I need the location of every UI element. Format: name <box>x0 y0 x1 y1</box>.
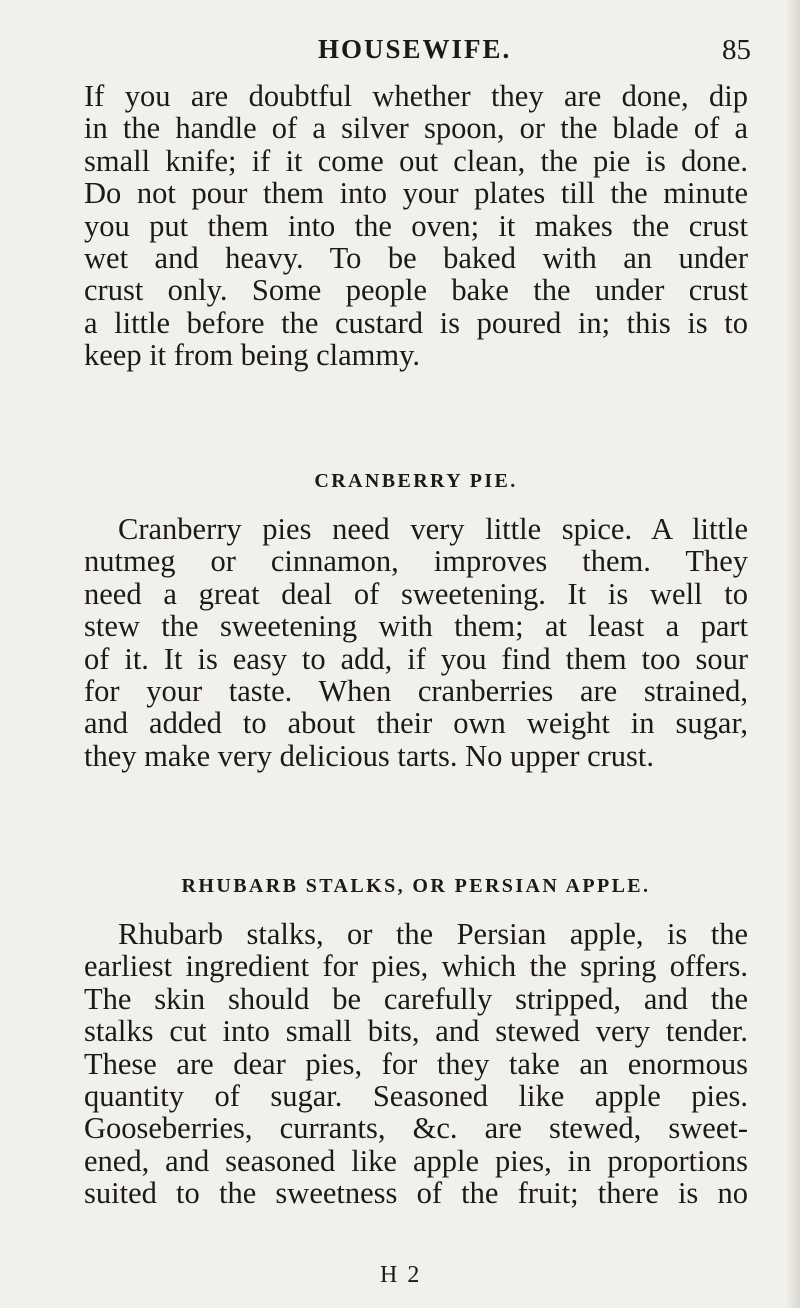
paragraph-pie-doneness <box>84 80 748 372</box>
rhubarb-heading-block <box>84 875 748 898</box>
text-line: Gooseberries, currants, &c. are stewed, sweet- <box>84 1111 748 1146</box>
text-line: earliest ingredient for pies, which the spring offers. <box>84 949 748 984</box>
text-line: keep it from being clammy. <box>84 338 420 373</box>
text-line: small knife; if it come out clean, the pie is done. <box>84 143 748 178</box>
running-title: HOUSEWIFE. <box>318 34 512 64</box>
text-line: ened, and seasoned like apple pies, in proportions <box>84 1143 748 1178</box>
cranberry-pie-heading-block <box>84 470 748 493</box>
text-line: Cranberry pies need very little spice. A little <box>118 512 748 546</box>
text-line: stalks cut into small bits, and stewed very tender. <box>84 1014 748 1049</box>
page-number: 85 <box>722 34 751 66</box>
text-line: a little before the custard is poured in; this is to <box>84 305 748 340</box>
text-line: crust only. Some people bake the under crust <box>84 273 748 308</box>
text-line: they make very delicious tarts. No upper crust. <box>84 738 655 773</box>
text-line: quantity of sugar. Seasoned like apple pies. <box>84 1079 748 1114</box>
paragraph-cranberry-pie <box>84 513 748 772</box>
text-line: you put them into the oven; it makes the crust <box>84 208 748 243</box>
text-line: suited to the sweetness of the fruit; there is no <box>84 1176 748 1211</box>
signature-mark: H 2 <box>380 1262 422 1288</box>
paragraph-rhubarb <box>84 918 748 1210</box>
text-line: Do not pour them into your plates till the minute <box>84 176 748 211</box>
text-line: wet and heavy. To be baked with an under <box>84 241 748 276</box>
running-head <box>0 26 800 66</box>
text-line: These are dear pies, for they take an enormous <box>84 1046 748 1081</box>
text-line: stew the sweetening with them; at least a part <box>84 609 748 644</box>
section-heading-cranberry-pie: CRANBERRY PIE. <box>314 470 518 492</box>
text-line: for your taste. When cranberries are strained, <box>84 674 748 709</box>
text-line: nutmeg or cinnamon, improves them. They <box>84 544 748 579</box>
text-line: If you are doubtful whether they are done, dip <box>84 79 748 113</box>
page-edge-shadow <box>786 0 800 1308</box>
text-line: and added to about their own weight in sugar, <box>84 706 748 741</box>
section-heading-rhubarb: RHUBARB STALKS, OR PERSIAN APPLE. <box>181 875 651 897</box>
text-line: Rhubarb stalks, or the Persian apple, is the <box>118 917 748 951</box>
text-line: in the handle of a silver spoon, or the blade of a <box>84 111 748 146</box>
text-line: The skin should be carefully stripped, and the <box>84 981 748 1016</box>
text-line: of it. It is easy to add, if you find them too sour <box>84 641 748 676</box>
text-line: need a great deal of sweetening. It is well to <box>84 576 748 611</box>
